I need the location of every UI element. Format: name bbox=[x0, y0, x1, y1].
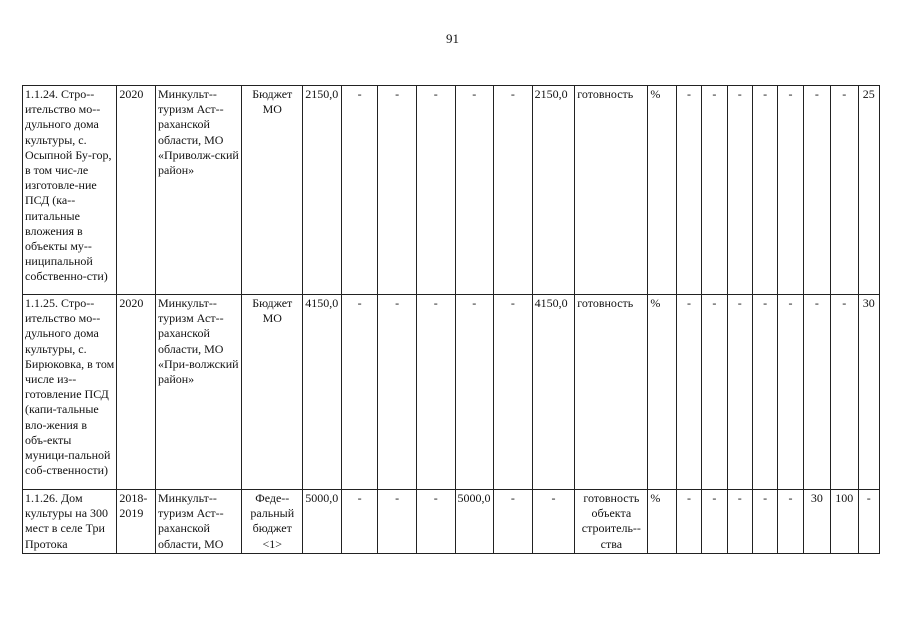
unit: % bbox=[648, 295, 676, 490]
indicator-value: 30 bbox=[858, 295, 880, 490]
indicator-name: готовность объекта строитель-ства bbox=[575, 490, 648, 554]
funding-source: Феде-ральный бюджет <1> bbox=[242, 490, 303, 554]
indicator-value: - bbox=[778, 490, 803, 554]
table-row bbox=[23, 295, 880, 490]
executor: Минкульт-туризм Аст-раханской области, МО «При-волжский район» bbox=[156, 295, 242, 490]
indicator-value: - bbox=[831, 86, 858, 295]
amount-cell: 5000,0 bbox=[455, 490, 494, 554]
unit: % bbox=[648, 86, 676, 295]
indicator-value: - bbox=[831, 295, 858, 490]
indicator-value: - bbox=[778, 86, 803, 295]
indicator-value: - bbox=[752, 490, 777, 554]
funding-source: Бюджет МО bbox=[242, 295, 303, 490]
indicator-value: - bbox=[702, 490, 727, 554]
total-amount: 4150,0 bbox=[303, 295, 342, 490]
indicator-name: готовность bbox=[575, 86, 648, 295]
amount-cell: - bbox=[455, 295, 494, 490]
amount-cell: - bbox=[494, 86, 533, 295]
year: 2020 bbox=[117, 86, 156, 295]
executor: Минкульт-туризм Аст-раханской области, МО bbox=[156, 490, 242, 554]
year: 2020 bbox=[117, 295, 156, 490]
amount-cell: - bbox=[341, 295, 378, 490]
amount-cell: - bbox=[455, 86, 494, 295]
indicator-value: - bbox=[752, 86, 777, 295]
amount-cell: 2150,0 bbox=[532, 86, 575, 295]
program-table bbox=[22, 85, 880, 554]
measure-name: 1.1.25. Стро-ительство мо-дульного дома культуры, с. Бирюковка, в том числе из-готовление ПСД (капи-тальные вло-жения в объ-екты муници-пальной соб-ственности) bbox=[23, 295, 117, 490]
indicator-value: - bbox=[702, 86, 727, 295]
measure-name: 1.1.26. Дом культуры на 300 мест в селе Три Протока bbox=[23, 490, 117, 554]
amount-cell: - bbox=[416, 295, 455, 490]
indicator-name: готовность bbox=[575, 295, 648, 490]
indicator-value: 30 bbox=[803, 490, 830, 554]
amount-cell: - bbox=[378, 86, 417, 295]
page-number: 91 bbox=[446, 31, 459, 46]
indicator-value: - bbox=[676, 490, 701, 554]
indicator-value: - bbox=[702, 295, 727, 490]
year: 2018-2019 bbox=[117, 490, 156, 554]
indicator-value: - bbox=[676, 295, 701, 490]
amount-cell: - bbox=[532, 490, 575, 554]
amount-cell: - bbox=[416, 490, 455, 554]
amount-cell: - bbox=[341, 490, 378, 554]
amount-cell: - bbox=[378, 490, 417, 554]
indicator-value: - bbox=[803, 86, 830, 295]
amount-cell: - bbox=[341, 86, 378, 295]
table-row bbox=[23, 86, 880, 295]
total-amount: 5000,0 bbox=[303, 490, 342, 554]
amount-cell: - bbox=[416, 86, 455, 295]
indicator-value: 100 bbox=[831, 490, 858, 554]
indicator-value: - bbox=[752, 295, 777, 490]
total-amount: 2150,0 bbox=[303, 86, 342, 295]
indicator-value: - bbox=[858, 490, 880, 554]
amount-cell: 4150,0 bbox=[532, 295, 575, 490]
indicator-value: - bbox=[727, 295, 752, 490]
indicator-value: - bbox=[778, 295, 803, 490]
amount-cell: - bbox=[378, 295, 417, 490]
table-row bbox=[23, 490, 880, 554]
amount-cell: - bbox=[494, 490, 533, 554]
unit: % bbox=[648, 490, 676, 554]
indicator-value: - bbox=[803, 295, 830, 490]
funding-source: Бюджет МО bbox=[242, 86, 303, 295]
indicator-value: - bbox=[676, 86, 701, 295]
executor: Минкульт-туризм Аст-раханской области, МО «Приволж-ский район» bbox=[156, 86, 242, 295]
indicator-value: - bbox=[727, 490, 752, 554]
measure-name: 1.1.24. Стро-ительство мо-дульного дома культуры, с. Осыпной Бу-гор, в том чис-ле изготовле-ние ПСД (ка-питальные вложения в объекты му-ниципальной собственно-сти) bbox=[23, 86, 117, 295]
amount-cell: - bbox=[494, 295, 533, 490]
indicator-value: 25 bbox=[858, 86, 880, 295]
indicator-value: - bbox=[727, 86, 752, 295]
